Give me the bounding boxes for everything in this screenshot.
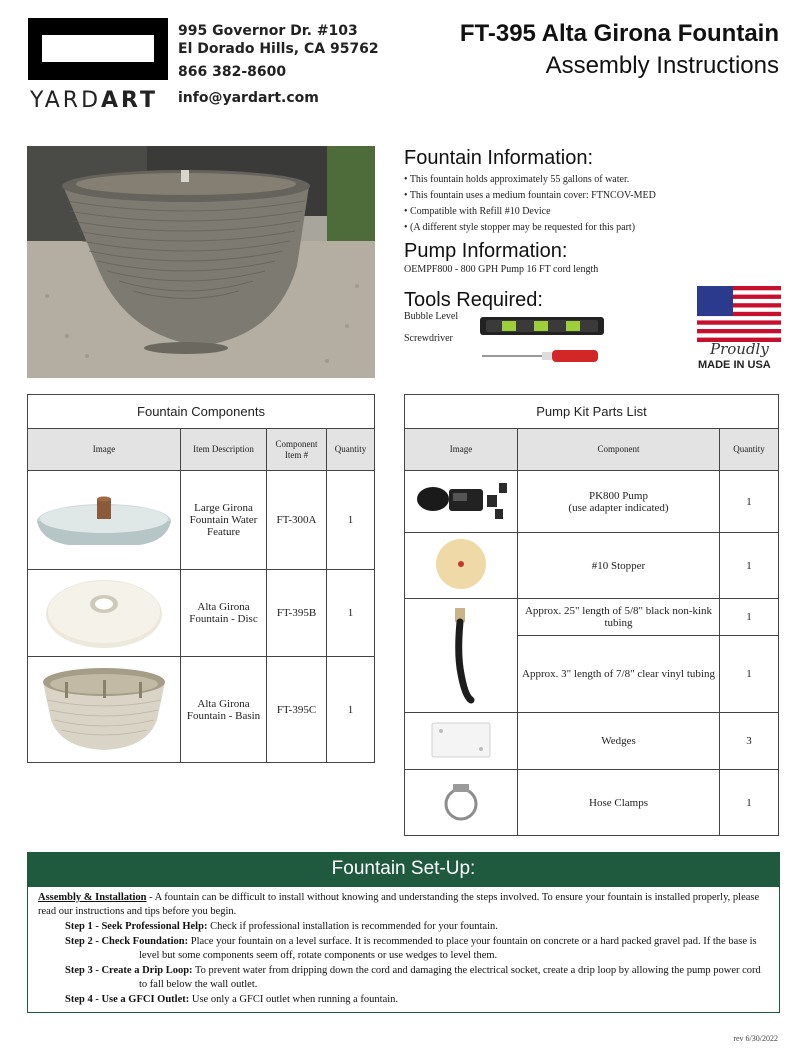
disc-image (28, 570, 181, 657)
component-quantity: 3 (720, 713, 779, 770)
table-row (405, 713, 779, 770)
fountain-information (404, 147, 694, 236)
table-row (28, 471, 375, 570)
column-header: Image (28, 429, 181, 471)
step-4: Step 4 - Use a GFCI Outlet: Use only a GFCI outlet when running a fountain. (65, 994, 399, 1005)
column-header: Quantity (327, 429, 375, 471)
basin-image (28, 657, 181, 763)
component-quantity: 1 (720, 599, 779, 636)
component-name: #10 Stopper (518, 533, 720, 599)
item-description: Alta Girona Fountain - Basin (181, 657, 267, 763)
fountain-info-list (404, 172, 694, 236)
screwdriver-icon (482, 348, 600, 364)
bubble-level-icon (480, 314, 604, 338)
pump-kit-table-caption: Pump Kit Parts List (405, 395, 779, 429)
tool-bubble-level: Bubble Level (404, 311, 459, 322)
fountain-photo (27, 146, 375, 378)
component-name: Wedges (518, 713, 720, 770)
list-item: • This fountain uses a medium fountain cover: FTNCOV-MED (404, 190, 656, 201)
step-2: Step 2 - Check Foundation: Place your fountain on a level surface. It is recommended to place your fountain on concrete or a hard packed gravel pad. If the base is level but some components seem off, rotate components or use wedges to level them. (65, 936, 757, 961)
wedges-image (405, 713, 518, 770)
tools-heading: Tools Required: (404, 289, 543, 311)
table-row (405, 471, 779, 533)
table-row (405, 770, 779, 836)
component-quantity: 1 (720, 770, 779, 836)
assembly-intro-title: Assembly & Installation (38, 892, 147, 903)
item-quantity: 1 (327, 657, 375, 763)
table-row (405, 533, 779, 599)
pump-info-heading: Pump Information: (404, 240, 568, 262)
logo-wordmark: YARDART (30, 88, 159, 113)
item-description: Alta Girona Fountain - Disc (181, 570, 267, 657)
stopper-image (405, 533, 518, 599)
table-row (28, 570, 375, 657)
component-name: Hose Clamps (518, 770, 720, 836)
step-1: Step 1 - Seek Professional Help: Check if professional installation is recommended for your fountain. (65, 921, 498, 932)
setup-instructions (27, 886, 780, 1013)
water-feature-image (28, 471, 181, 570)
made-in-usa-label: MADE IN USA (698, 359, 771, 371)
item-quantity: 1 (327, 570, 375, 657)
components-table-caption: Fountain Components (28, 395, 375, 429)
fountain-components-table (27, 394, 375, 763)
item-description: Large Girona Fountain Water Feature (181, 471, 267, 570)
component-name: PK800 Pump (use adapter indicated) (518, 471, 720, 533)
assembly-intro: Assembly & Installation - A fountain can be difficult to install without knowing and understanding the steps involved. To ensure your fountain is installed properly, please read our instructions and tips before you begin. (38, 892, 760, 917)
item-number: FT-300A (267, 471, 327, 570)
column-header: Component Item # (267, 429, 327, 471)
revision-date: rev 6/30/2022 (733, 1034, 778, 1043)
list-item: • (A different style stopper may be requested for this part) (404, 222, 636, 233)
usa-flag-icon (697, 286, 781, 342)
table-row (28, 657, 375, 763)
list-item: • Compatible with Refill #10 Device (404, 206, 551, 217)
table-row (405, 599, 779, 636)
setup-heading: Fountain Set-Up: (27, 852, 780, 886)
company-phone: 866 382-8600 (178, 64, 287, 80)
logo-mark (28, 18, 168, 80)
tool-screwdriver: Screwdriver (404, 333, 453, 344)
component-quantity: 1 (720, 636, 779, 713)
pump-info-text: OEMPF800 - 800 GPH Pump 16 FT cord length (404, 264, 599, 275)
step-3: Step 3 - Create a Drip Loop: To prevent water from dripping down the cord and damaging the electrical socket, create a drip loop by allowing the pump power cord to fall below the wall outlet. (65, 965, 761, 990)
component-quantity: 1 (720, 471, 779, 533)
column-header: Image (405, 429, 518, 471)
component-name: Approx. 25" length of 5/8" black non-kink tubing (518, 599, 720, 636)
page-subtitle: Assembly Instructions (545, 52, 779, 79)
component-name: Approx. 3" length of 7/8" clear vinyl tubing (518, 636, 720, 713)
proudly-script: Proudly (710, 340, 769, 358)
item-quantity: 1 (327, 471, 375, 570)
item-number: FT-395C (267, 657, 327, 763)
fountain-info-heading: Fountain Information: (404, 147, 593, 169)
list-item: • This fountain holds approximately 55 gallons of water. (404, 174, 630, 185)
column-header: Quantity (720, 429, 779, 471)
column-header: Component (518, 429, 720, 471)
page-title: FT-395 Alta Girona Fountain (459, 20, 779, 47)
hose-clamp-image (405, 770, 518, 836)
company-email: info@yardart.com (178, 90, 319, 106)
pump-kit-table (404, 394, 779, 836)
component-quantity: 1 (720, 533, 779, 599)
tubing-image (405, 599, 518, 713)
item-number: FT-395B (267, 570, 327, 657)
pump-image (405, 471, 518, 533)
company-address: 995 Governor Dr. #103 El Dorado Hills, CA 95762 (178, 23, 379, 57)
column-header: Item Description (181, 429, 267, 471)
